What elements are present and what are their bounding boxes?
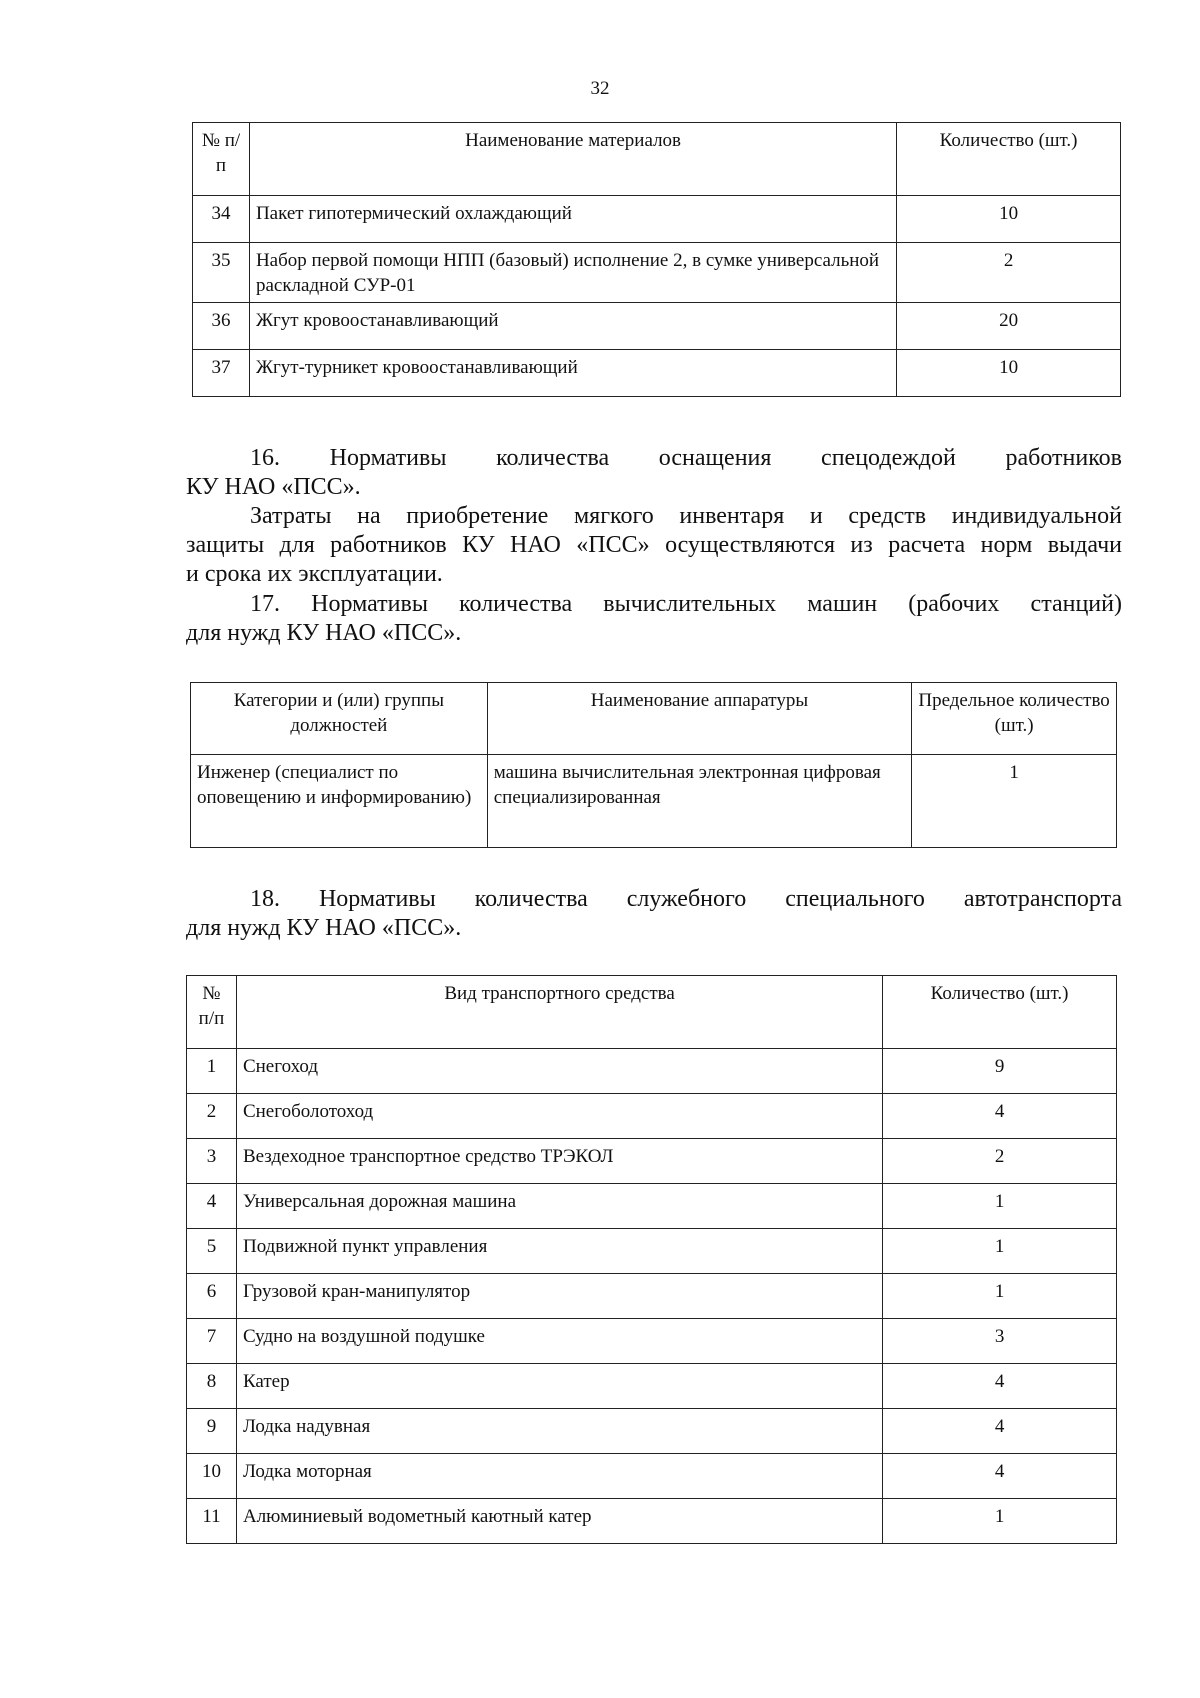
column-header-category: Категории и (или) группы должностей: [191, 683, 488, 755]
column-header-equipment: Наименование аппаратуры: [487, 683, 911, 755]
row-quantity: 4: [883, 1364, 1117, 1409]
row-name: Подвижной пункт управления: [236, 1229, 882, 1274]
table-row: [187, 1364, 1117, 1409]
table-row: [187, 1319, 1117, 1364]
column-header-quantity: Количество (шт.): [897, 123, 1121, 196]
row-quantity: 3: [883, 1319, 1117, 1364]
row-number: 10: [187, 1454, 237, 1499]
row-number: 4: [187, 1184, 237, 1229]
column-header-limit-quantity: Предельное количество (шт.): [912, 683, 1117, 755]
row-number: 35: [193, 243, 250, 303]
table-row: [193, 243, 1121, 303]
vehicles-table: [186, 975, 1117, 1544]
table-row: [193, 350, 1121, 397]
section-16-body-line3: и срока их эксплуатации.: [186, 561, 443, 587]
section-16-title-line1: 16. Нормативы количества оснащения спецодеждой работников: [250, 445, 1122, 471]
row-name: Грузовой кран-манипулятор: [236, 1274, 882, 1319]
row-number: 37: [193, 350, 250, 397]
row-category: Инженер (специалист по оповещению и информированию): [191, 755, 488, 848]
row-name: Лодка моторная: [236, 1454, 882, 1499]
table-row: [187, 1454, 1117, 1499]
table-row: [187, 1499, 1117, 1544]
row-quantity: 10: [897, 350, 1121, 397]
computers-table: [190, 682, 1117, 848]
section-16-body-line2: защиты для работников КУ НАО «ПСС» осуществляются из расчета норм выдачи: [186, 532, 1122, 558]
table-row: [193, 196, 1121, 243]
section-16-body-line1: Затраты на приобретение мягкого инвентаря и средств индивидуальной: [250, 503, 1122, 529]
row-quantity: 1: [883, 1499, 1117, 1544]
row-name: Снегоболотоход: [236, 1094, 882, 1139]
row-quantity: 2: [897, 243, 1121, 303]
page-number: 32: [590, 78, 610, 99]
row-quantity: 4: [883, 1454, 1117, 1499]
row-number: 34: [193, 196, 250, 243]
row-number: 1: [187, 1049, 237, 1094]
row-name: Алюминиевый водометный каютный катер: [236, 1499, 882, 1544]
row-name: Вездеходное транспортное средство ТРЭКОЛ: [236, 1139, 882, 1184]
row-number: 6: [187, 1274, 237, 1319]
row-name: Лодка надувная: [236, 1409, 882, 1454]
row-name: Катер: [236, 1364, 882, 1409]
column-header-number: № п/п: [187, 976, 237, 1049]
column-header-quantity: Количество (шт.): [883, 976, 1117, 1049]
row-number: 7: [187, 1319, 237, 1364]
table-row: [187, 1229, 1117, 1274]
row-name: Жгут-турникет кровоостанавливающий: [249, 350, 896, 397]
row-quantity: 9: [883, 1049, 1117, 1094]
section-18-title-line2: для нужд КУ НАО «ПСС».: [186, 915, 462, 941]
row-quantity: 1: [883, 1229, 1117, 1274]
table-header-row: [193, 123, 1121, 196]
table-row: [191, 755, 1117, 848]
row-quantity: 20: [897, 303, 1121, 350]
table-row: [193, 303, 1121, 350]
row-name: Жгут кровоостанавливающий: [249, 303, 896, 350]
table-row: [187, 1139, 1117, 1184]
row-number: 36: [193, 303, 250, 350]
row-number: 2: [187, 1094, 237, 1139]
table-row: [187, 1274, 1117, 1319]
section-17: [186, 590, 1122, 648]
row-quantity: 4: [883, 1409, 1117, 1454]
row-quantity: 1: [883, 1184, 1117, 1229]
row-quantity: 10: [897, 196, 1121, 243]
table-row: [187, 1184, 1117, 1229]
row-name: Судно на воздушной подушке: [236, 1319, 882, 1364]
row-number: 5: [187, 1229, 237, 1274]
row-name: Снегоход: [236, 1049, 882, 1094]
row-name: Набор первой помощи НПП (базовый) исполнение 2, в сумке универсальной раскладной СУР-01: [249, 243, 896, 303]
row-quantity: 4: [883, 1094, 1117, 1139]
section-18: [186, 885, 1122, 943]
column-header-name: Наименование материалов: [249, 123, 896, 196]
section-16: [186, 444, 1122, 589]
section-16-title-line2: КУ НАО «ПСС».: [186, 474, 361, 500]
materials-table: [192, 122, 1121, 397]
row-number: 9: [187, 1409, 237, 1454]
row-quantity: 1: [912, 755, 1117, 848]
table-row: [187, 1409, 1117, 1454]
table-header-row: [191, 683, 1117, 755]
column-header-vehicle-type: Вид транспортного средства: [236, 976, 882, 1049]
section-18-title-line1: 18. Нормативы количества служебного специального автотранспорта: [250, 886, 1122, 912]
table-row: [187, 1049, 1117, 1094]
row-name: Пакет гипотермический охлаждающий: [249, 196, 896, 243]
row-number: 11: [187, 1499, 237, 1544]
column-header-number: № п/п: [193, 123, 250, 196]
section-17-title-line2: для нужд КУ НАО «ПСС».: [186, 620, 462, 646]
row-quantity: 2: [883, 1139, 1117, 1184]
row-number: 3: [187, 1139, 237, 1184]
table-row: [187, 1094, 1117, 1139]
table-header-row: [187, 976, 1117, 1049]
row-number: 8: [187, 1364, 237, 1409]
row-quantity: 1: [883, 1274, 1117, 1319]
row-name: Универсальная дорожная машина: [236, 1184, 882, 1229]
section-17-title-line1: 17. Нормативы количества вычислительных машин (рабочих станций): [250, 591, 1122, 617]
row-equipment: машина вычислительная электронная цифровая специализированная: [487, 755, 911, 848]
